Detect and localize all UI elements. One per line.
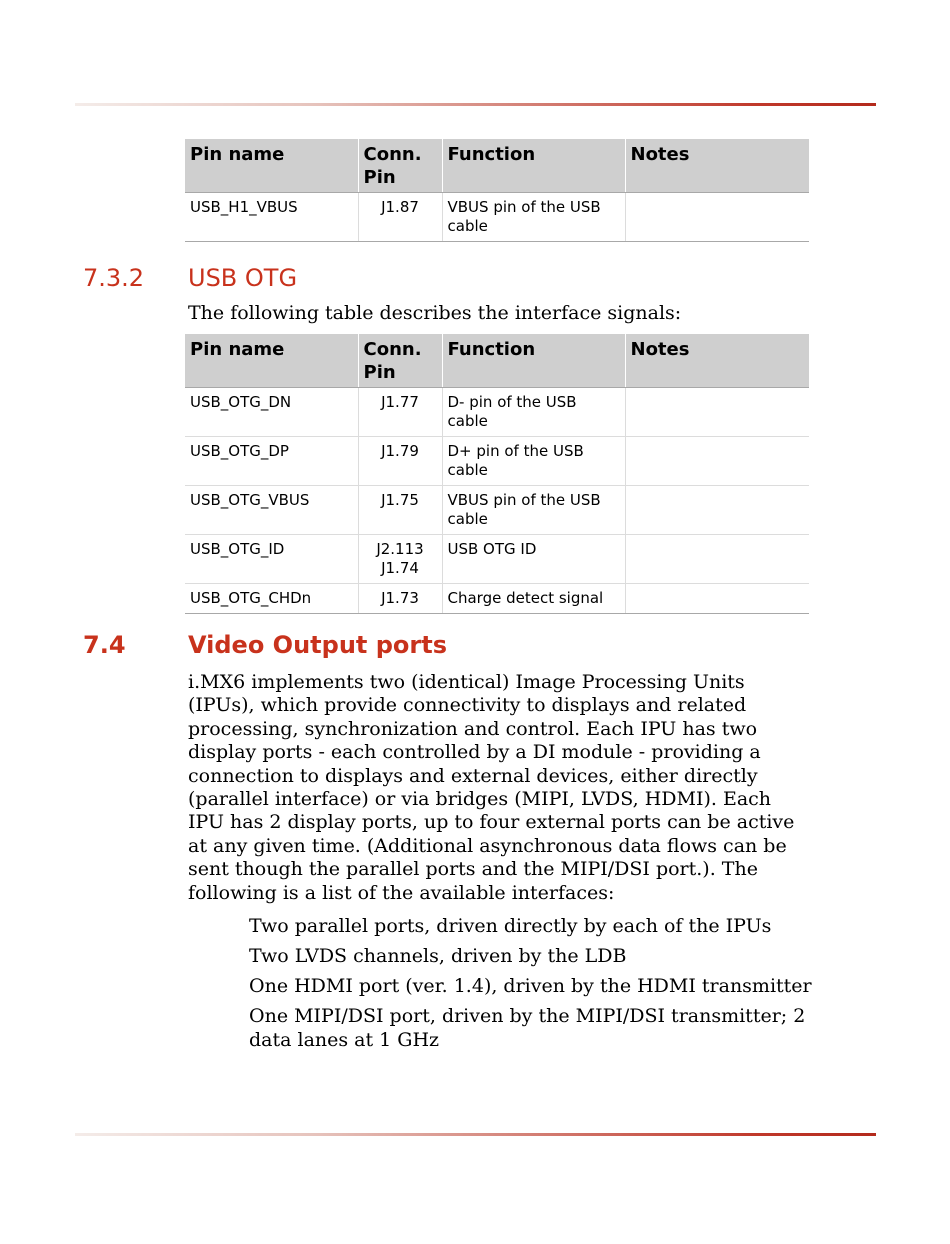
function-cell: D+ pin of the USB cable: [442, 437, 625, 486]
notes-cell: [625, 584, 809, 614]
notes-cell: [625, 437, 809, 486]
conn-pin-cell: J1.79: [358, 437, 442, 486]
interfaces-list: [249, 914, 829, 1058]
function-cell: VBUS pin of the USB cable: [442, 486, 625, 535]
conn-pin-cell: [358, 535, 442, 584]
usb-host-pin-table: [185, 139, 809, 242]
header-conn-pin: Conn. Pin: [358, 139, 442, 193]
table-header-row: [185, 334, 809, 388]
notes-cell: [625, 193, 809, 242]
list-item: One HDMI port (ver. 1.4), driven by the HDMI transmitter: [249, 975, 812, 997]
conn-pin-primary: J2.113: [376, 540, 424, 558]
table-header-row: [185, 139, 809, 193]
pin-name-cell: USB_OTG_VBUS: [185, 486, 358, 535]
section-heading-usb-otg: [83, 264, 297, 292]
header-rule: [75, 103, 876, 106]
conn-pin-cell: J1.87: [358, 193, 442, 242]
pin-name-cell: USB_H1_VBUS: [185, 193, 358, 242]
notes-cell: [625, 535, 809, 584]
conn-pin-secondary: J1.74: [381, 559, 419, 577]
conn-pin-cell: J1.73: [358, 584, 442, 614]
section-heading-video-output: [83, 631, 447, 659]
section-number: 7.4: [83, 631, 126, 659]
table-row: [185, 584, 809, 614]
section-number: 7.3.2: [83, 264, 145, 292]
usb-otg-pin-table: [185, 334, 809, 614]
conn-pin-cell: J1.75: [358, 486, 442, 535]
function-cell: USB OTG ID: [442, 535, 625, 584]
header-pin-name: Pin name: [185, 139, 358, 193]
function-cell: VBUS pin of the USB cable: [442, 193, 625, 242]
function-cell: D- pin of the USB cable: [442, 388, 625, 437]
conn-pin-cell: J1.77: [358, 388, 442, 437]
list-item: Two parallel ports, driven directly by each of the IPUs: [249, 915, 772, 937]
video-output-paragraph: i.MX6 implements two (identical) Image Processing Units (IPUs), which provide connectivity to displays and related processing, synchronization and control. Each IPU has two display ports - each controlled by a DI module - providing a connection to displays and external devices, either directly (parallel interface) or via bridges (MIPI, LVDS, HDMI). Each IPU has 2 display ports, up to four external ports can be active at any given time. (Additional asynchronous data flows can be sent though the parallel ports and the MIPI/DSI port.). The following is a list of the available interfaces:: [188, 671, 795, 904]
notes-cell: [625, 486, 809, 535]
list-item: Two LVDS channels, driven by the LDB: [249, 945, 627, 967]
pin-name-cell: USB_OTG_DP: [185, 437, 358, 486]
section-title: USB OTG: [188, 264, 298, 292]
table-row: [185, 535, 809, 584]
section-title: Video Output ports: [188, 631, 447, 659]
list-item: One MIPI/DSI port, driven by the MIPI/DSI transmitter; 2 data lanes at 1 GHz: [249, 1005, 806, 1051]
table-row: [185, 486, 809, 535]
header-notes: Notes: [625, 334, 809, 388]
header-pin-name: Pin name: [185, 334, 358, 388]
table-row: [185, 388, 809, 437]
table-row: [185, 193, 809, 242]
header-notes: Notes: [625, 139, 809, 193]
usb-otg-intro: The following table describes the interface signals:: [188, 302, 682, 324]
pin-name-cell: USB_OTG_CHDn: [185, 584, 358, 614]
function-cell: Charge detect signal: [442, 584, 625, 614]
header-function: Function: [442, 139, 625, 193]
header-function: Function: [442, 334, 625, 388]
table-row: [185, 437, 809, 486]
header-conn-pin: Conn. Pin: [358, 334, 442, 388]
footer-rule: [75, 1133, 876, 1136]
pin-name-cell: USB_OTG_ID: [185, 535, 358, 584]
notes-cell: [625, 388, 809, 437]
pin-name-cell: USB_OTG_DN: [185, 388, 358, 437]
